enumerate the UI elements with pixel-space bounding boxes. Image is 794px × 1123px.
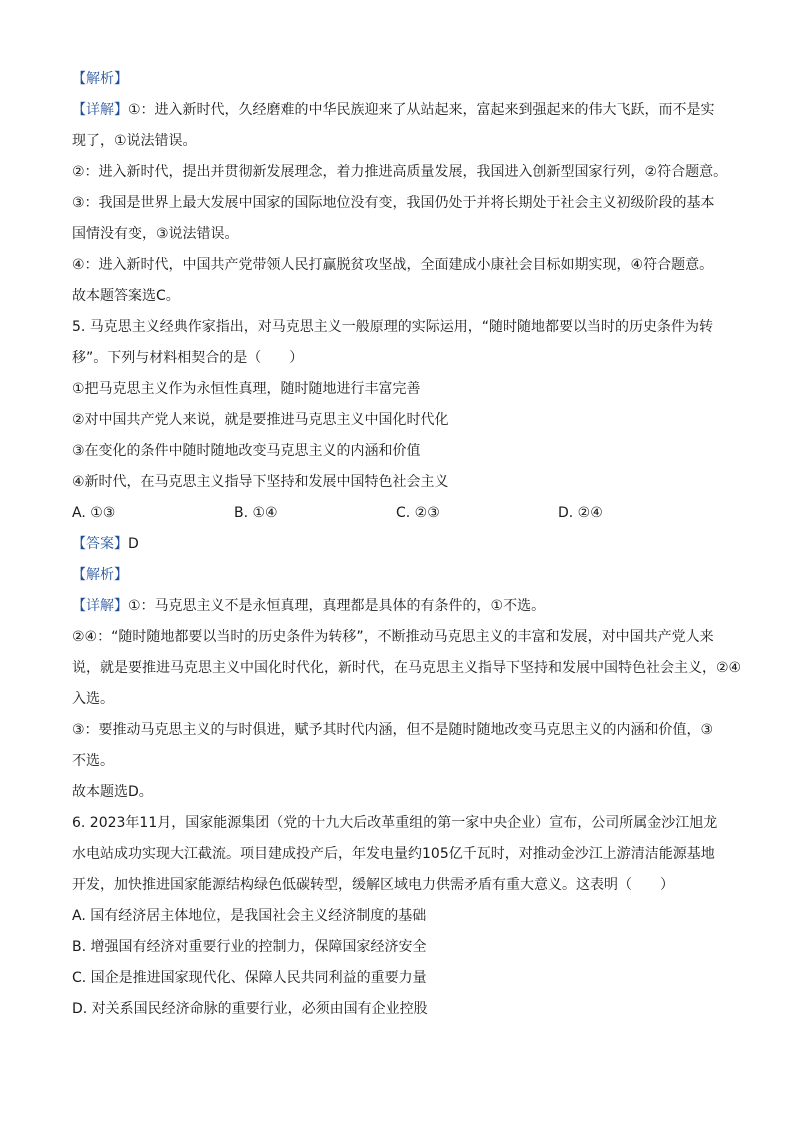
- q5-option-a: A. ①③: [72, 505, 116, 521]
- q5-detail-line-1: [72, 591, 734, 622]
- detail-tag: 【详解】: [72, 102, 128, 118]
- analysis-tag: 【解析】: [72, 71, 128, 87]
- q5-analysis-heading: [72, 560, 734, 591]
- q5-stem-a: 5. 马克思主义经典作家指出，对马克思主义一般原理的实际运用，“随时随地都要以当时的历史条件为转: [72, 319, 714, 335]
- q5-option-d: D. ②④: [558, 505, 603, 521]
- q5-detail-text-3a: ③：要推动马克思主义的与时俱进，赋予其时代内涵，但不是随时随地改变马克思主义的内涵和价值，③: [72, 722, 714, 738]
- q6-option-b: B. 增强国有经济对重要行业的控制力，保障国家经济安全: [72, 939, 427, 955]
- answer-tag: 【答案】: [72, 536, 128, 552]
- q5-item-1: ①把马克思主义作为永恒性真理，随时随地进行丰富完善: [72, 381, 421, 397]
- q5-answer-value: D: [128, 536, 139, 552]
- q5-detail-text-2b: 说，就是要推进马克思主义中国化时代化，新时代，在马克思主义指导下坚持和发展中国特色社会主义，②④: [72, 660, 742, 676]
- q6-stem-c: 开发，加快推进国家能源结构绿色低碳转型，缓解区域电力供需矛盾有重大意义。这表明（ ）: [72, 877, 674, 893]
- q6-stem-b: 水电站成功实现大江截流。项目建成投产后，年发电量约105亿千瓦时，对推动金沙江上游清洁能源基地: [72, 846, 715, 862]
- q4-analysis-heading: [72, 64, 734, 95]
- q5-answer: [72, 529, 734, 560]
- q5-item-4: ④新时代，在马克思主义指导下坚持和发展中国特色社会主义: [72, 474, 449, 490]
- q5-stem-b: 移”。下列与材料相契合的是（ ）: [72, 350, 304, 366]
- q4-conclusion: 故本题答案选C。: [72, 288, 180, 304]
- q4-detail-text-4: ④：进入新时代，中国共产党带领人民打赢脱贫攻坚战，全面建成小康社会目标如期实现，④符合题意。: [72, 257, 714, 273]
- q5-detail-text-2c: 入选。: [72, 691, 114, 707]
- q4-detail-text-3b: 国情没有变，③说法错误。: [72, 226, 239, 242]
- q4-detail-line-1: [72, 95, 734, 126]
- detail-tag: 【详解】: [72, 598, 128, 614]
- q6-option-a: A. 国有经济居主体地位，是我国社会主义经济制度的基础: [72, 908, 427, 924]
- q5-conclusion: 故本题选D。: [72, 784, 153, 800]
- analysis-tag: 【解析】: [72, 567, 128, 583]
- q5-detail-text-2a: ②④：“随时随地都要以当时的历史条件为转移”，不断推动马克思主义的丰富和发展，对中国共产党人来: [72, 629, 714, 645]
- q4-detail-text-1a: ①：进入新时代，久经磨难的中华民族迎来了从站起来，富起来到强起来的伟大飞跃，而不是实: [128, 102, 715, 118]
- q5-detail-text-3b: 不选。: [72, 753, 114, 769]
- q4-detail-text-2: ②：进入新时代，提出并贯彻新发展理念，着力推进高质量发展，我国进入创新型国家行列，②符合题意。: [72, 164, 728, 180]
- q5-item-2: ②对中国共产党人来说，就是要推进马克思主义中国化时代化: [72, 412, 449, 428]
- q5-option-b: B. ①④: [234, 505, 278, 521]
- q6-option-c: C. 国企是推进国家现代化、保障人民共同利益的重要力量: [72, 970, 427, 986]
- q4-detail-text-1b: 现了，①说法错误。: [72, 133, 197, 149]
- q5-options: [72, 498, 734, 529]
- q4-detail-text-3a: ③：我国是世界上最大发展中国家的国际地位没有变，我国仍处于并将长期处于社会主义初级阶段的基本: [72, 195, 715, 211]
- q6-stem-a: 6. 2023年11月，国家能源集团（党的十九大后改革重组的第一家中央企业）宣布，公司所属金沙江旭龙: [72, 815, 718, 831]
- q5-detail-text-1: ①：马克思主义不是永恒真理，真理都是具体的有条件的，①不选。: [128, 598, 546, 614]
- q5-item-3: ③在变化的条件中随时随地改变马克思主义的内涵和价值: [72, 443, 421, 459]
- q5-option-c: C. ②③: [396, 505, 440, 521]
- q6-option-d: D. 对关系国民经济命脉的重要行业，必须由国有企业控股: [72, 1001, 428, 1017]
